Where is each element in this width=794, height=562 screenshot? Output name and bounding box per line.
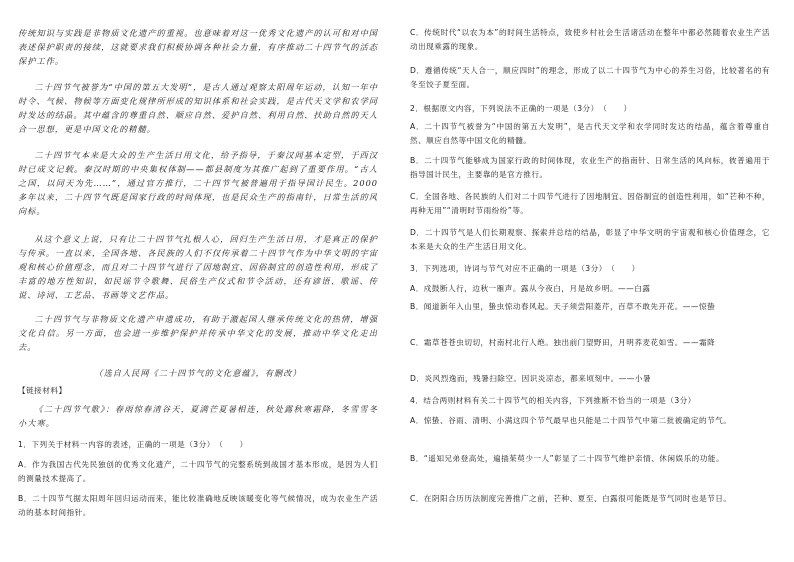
question-2-option-d: D．二十四节气是人们长期观察、探索并总结的结晶，彰显了中华文明的宇宙观和核心价值理念，它本来是大众的生产生活日用文化。 [410,228,770,251]
question-2-option-a: A．二十四节气被誉为“中国的第五大发明”，是古代天文学和农学同时发达的结晶，蕴含着尊重自然、顺应自然等中国文化的精髓。 [410,122,770,145]
intro-paragraph: 传统知识与实践是非物质文化遗产的重视。也意味着对这一优秀文化遗产的认可和对中国表述保护职责的接续，这就要求我们积极协调各种社会力量，有序推动二十四节气的活态保护工作。 [18,28,378,66]
essay-paragraph-4: 二十四节气与非物质文化遗产申遗成功，有助于激起国人继承传统文化的热情，增强文化自信。另一方面，也会进一步维护保护并传承中华文化的发展，推动中华文化走出去。 [18,314,378,352]
link-material-body: 《二十四节气歌》：春雨惊春清谷天，夏满芒夏暑相连，秋处露秋寒霜降，冬雪雪冬小大寒。 [18,404,378,428]
essay-paragraph-2: 二十四节气本来是大众的生产生活日用文化，给予指导，于秦汉间基本定型，于西汉时已成文记载。秦汉时期的中央集权体制——都县制度为其推广起到了重要作用。“古人之国，以同天为先……”，通过官方推行，二十四节气被普遍用于指导国计民生。2000多年以来，二十四节气既是国家行政的时间体现，也是民众生产的指南针，日常生活的风向标。 [18,150,378,216]
question-3-option-c: C．霜草苍苍虫切切，村南村北行人绝。独出前门望野田，月明荞麦花如雪。——霜降 [410,338,716,347]
question-2-option-c: C．全国各地、各民族的人们对二十四节气进行了因地制宜、因俗制宜的创造性利用，如“芒种不种，再种无用”“清明时节雨纷纷”等。 [410,192,770,215]
question-1-option-c: C．传统时代“以农为本”的时间生活特点，致使乡村社会生活诸活动在整年中都必然随着农业生产活动出现乘露的现象。 [410,28,770,51]
question-4-option-b: B．“遥知兄弟登高处，遍插茱萸少一人”彰显了二十四节气维护亲情、休闲娱乐的功能。 [410,454,725,463]
essay-paragraph-3: 从这个意义上说，只有让二十四节气扎根人心，回归生产生活日用，才是真正的保护与传承。一直以来，全国各地、各民族的人们不仅传承着二十四节气作为中华文明的宇宙观和核心价值理念，而且对二十四节气进行了因地制宜、因俗制宜的创造性利用，形成了丰富的地方性知识，如民谣节令歌舞、民俗生产仪式和节令活动，还有谚语、歌谣、传说、诗词、工艺品、书画等文艺作品。 [18,234,378,300]
question-1-option-a: A．作为我国古代先民独创的优秀文化遗产，二十四节气的完整系统到战国才基本形成，是因为人们的测量技术提高了。 [18,460,378,483]
question-3-option-d: D．炎风烈逸而，残暑扫除空。因识炎凉态，都来顷刻中。——小暑 [410,374,652,383]
question-1: 1．下列关于材料一内容的表述，正确的一项是（3分） （ ） [18,440,248,449]
question-3-option-b: B．闻道新年入山里，蛰虫惊动春风起。天子须尝阳菱芹，百草不敢先开花。——惊蛰 [410,302,716,311]
question-4: 4．结合两则材料有关二十四节气的相关内容，下列推断不恰当的一项是（3分） [410,396,696,405]
source-citation: （选自人民网《二十四节气的文化意蕴》，有删改） [94,368,302,378]
question-1-option-d: D．遵循传统“天人合一，顺应四时”的理念，形成了以二十四节气为中心的养生习俗，比较著名的有冬至饺子夏至面。 [410,66,770,89]
link-material-title: 【链接材料】 [18,386,67,395]
question-4-option-c: C．在阴阳合历历法制度完善推广之前，芒种、夏至、白露很可能既是节气同时也是节日。 [410,494,732,503]
question-2-option-b: B．二十四节气能够成为国家行政的时间体现，农业生产的指南针、日常生活的风向标，彼普遍用于指导国计民生，主要靠的是官方推行。 [410,156,770,179]
question-1-option-b: B．二十四节气据太阳周年回归运动而来，能比较准确地反映该暖变化等气候情况，成为农业生产活动的基本时间指针。 [18,494,378,517]
essay-paragraph-1: 二十四节气被誉为“中国的第五大发明”，是古人通过观察太阳周年运动，认知一年中时令、气候、物候等方面变化规律所形成的知识体系和社会实践，是古代天文学和农学同时发达的结晶。其中蕴含的尊重自然、顺应自然、爱护自然、利用自然、扶助自然的天人合一思想，更是中国文化的精髓。 [18,82,378,134]
question-3-option-a: A．戍鼓断人行，边秋一雁声。露从今夜白，月是故乡明。——白露 [410,284,651,293]
question-2: 2．根据原文内容，下列说法不正确的一项是（3分） （ ） [410,104,632,113]
question-4-option-a: A．惊蛰、谷雨、清明、小满这四个节气最早也只能是二十四节气中第二批被确定的节气。 [410,416,732,425]
question-3: 3．下列选项，诗词与节气对应不正确的一项是（3分） （ ） [410,264,640,273]
